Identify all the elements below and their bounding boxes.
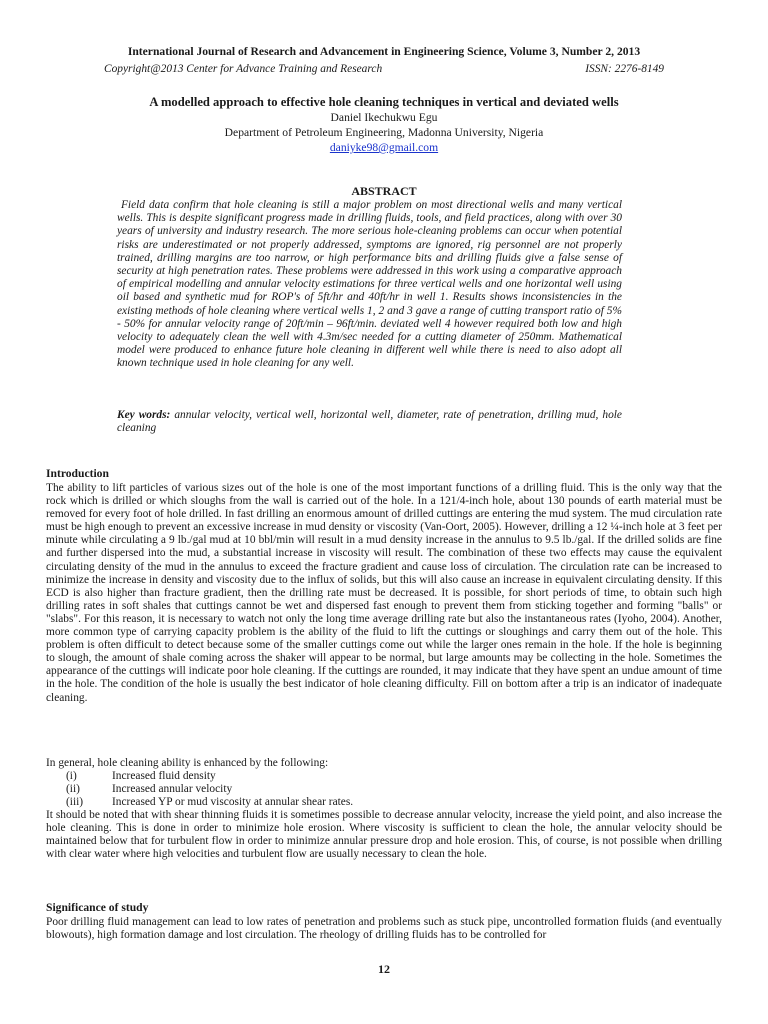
author-affiliation: Department of Petroleum Engineering, Madonna University, Nigeria xyxy=(224,126,544,139)
introduction-paragraph-1: The ability to lift particles of various sizes out of the hole is one of the most important functions of a drilling fluid. This is the only way that the rock which is drilled or which sloughs from the wall is carried out of the hole. In a 121/4-inch hole, about 130 pounds of earth material must be removed for every foot of hole drilled. In fast drilling an enormous amount of drilled cuttings are entering the mud system. The mud circulation rate must be high enough to prevent an excessive increase in mud density or viscosity (Van-Oort, 2005). However, drilling a 12 ¼-inch hole at 3 feet per minute while circulating a 9 lb./gal mud at 10 bbl/min will result in a mud density increase in the annulus to 9.5 lb./gal. If the drilled solids are fine and further dispersed into the mud, a substantial increase in viscosity will result. The combination of these two effects may cause the equivalent circulating density of the mud in the annulus to exceed the fracture gradient and cause loss of circulation. The circulation rate can be increased to minimize the increase in density and viscosity due to the influx of solids, but this will also cause an increase in equivalent circulating density. If this ECD is also higher than fracture gradient, then the drilling rate must be decreased. It is possible, for short periods of time, to obtain such high drilling rates in soft shales that cuttings cannot be wet and dispersed fast enough to prevent them from sticking together and forming "balls" or "slabs". For this reason, it is necessary to watch not only the long time average drilling rate but also the instantaneous rates (Iyoho, 2004). Another, more common type of carrying capacity problem is the ability of the fluid to lift the cuttings or sloughings and carry them out of the hole. This problem is often difficult to detect because some of the smaller cuttings come out while the larger ones remain in the hole. If the hole is beginning to slough, the amount of shale coming across the shaker will appear to be normal, but large amounts may be collecting in the hole. Sometimes the appearance of the cuttings will indicate poor hole cleaning. If the cuttings are rounded, it may indicate that they have spent an undue amount of time in the hole. The condition of the hole is usually the best indicator of hole cleaning difficulty. Fill on bottom after a trip is an indicator of inadequate cleaning. xyxy=(46,482,722,704)
significance-paragraph: Poor drilling fluid management can lead to low rates of penetration and problems such as stuck pipe, uncontrolled formation fluids (and eventually blowouts), high formation damage and lost circulation. The rheology of drilling fluids has to be controlled for xyxy=(46,916,722,942)
paper-title: A modelled approach to effective hole cleaning techniques in vertical and deviated wells xyxy=(149,95,619,109)
author-name: Daniel Ikechukwu Egu xyxy=(330,111,438,124)
keywords-text: annular velocity, vertical well, horizontal well, diameter, rate of penetration, drilling mud, hole cleaning xyxy=(117,409,622,435)
list-item-number: (ii) xyxy=(66,783,80,796)
abstract-text xyxy=(117,199,622,371)
list-item xyxy=(46,796,722,809)
copyright-text: Copyright@2013 Center for Advance Training and Research xyxy=(104,63,383,75)
list-item-text: Increased fluid density xyxy=(112,770,216,782)
list-item-number: (i) xyxy=(66,770,77,782)
issn-text: ISSN: 2276-8149 xyxy=(585,63,664,75)
list-item-number: (iii) xyxy=(66,796,84,809)
page-number: 12 xyxy=(378,962,390,976)
abstract-heading: ABSTRACT xyxy=(351,184,417,198)
introduction-paragraph-2: It should be noted that with shear thinning fluids it is sometimes possible to decrease annular velocity, increase the yield point, and also increase the hole cleaning. This is done in order to minimize hole erosion. Where viscosity is sufficient to clean the hole, the annular velocity should be maintained below that for turbulent flow in order to minimize annular pressure drop and hole erosion. This, of course, is not possible when drilling with clear water where high velocities and turbulent flow are usually necessary to clean the hole. xyxy=(46,809,722,861)
enhancement-list xyxy=(46,770,722,809)
keywords xyxy=(117,409,622,435)
significance-heading: Significance of study xyxy=(46,901,149,914)
introduction-heading: Introduction xyxy=(46,467,109,480)
list-item-text: Increased YP or mud viscosity at annular shear rates. xyxy=(112,796,354,809)
author-email xyxy=(0,141,768,155)
keywords-label: Key words: xyxy=(117,409,171,421)
list-item xyxy=(46,783,722,796)
list-item-text: Increased annular velocity xyxy=(112,783,233,796)
abstract-body: Field data confirm that hole cleaning is still a major problem on most directional wells and many vertical wells. This is despite significant progress made in drilling fluids, tools, and field practices, along with over 30 years of university and industry research. The more serious hole-cleaning problems can occur when potential risks are underestimated or not properly addressed, symptoms are ignored, rig personnel are not properly trained, drilling margins are too narrow, or high performance bits and drilling fluids give a false sense of security at high penetration rates. These problems were addressed in this work using a comparative approach of empirical modelling and annular velocity estimations for three vertical wells and one horizontal well using oil based and synthetic mud for ROP's of 5ft/hr and 40ft/hr in well 1. Results shows inconsistencies in the existing methods of hole cleaning where vertical wells 1, 2 and 3 gave a range of cutting transport ratio of 5% - 50% for annular velocity range of 20ft/min – 96ft/min. deviated well 4 however required both low and high velocity to adequately clean the well with 4.3m/sec needed for a cutting diameter of 250mm. Mathematical model were produced to enhance future hole cleaning in different well while there is need to also adopt all known technique used in hole cleaning for any well. xyxy=(117,199,622,370)
introduction-general-line: In general, hole cleaning ability is enhanced by the following: xyxy=(46,757,329,769)
email-link[interactable]: daniyke98@gmail.com xyxy=(329,141,439,154)
copyright-line xyxy=(104,62,664,76)
list-item xyxy=(46,770,722,783)
journal-header: International Journal of Research and Advancement in Engineering Science, Volume 3, Number 2, 2013 xyxy=(127,45,641,58)
